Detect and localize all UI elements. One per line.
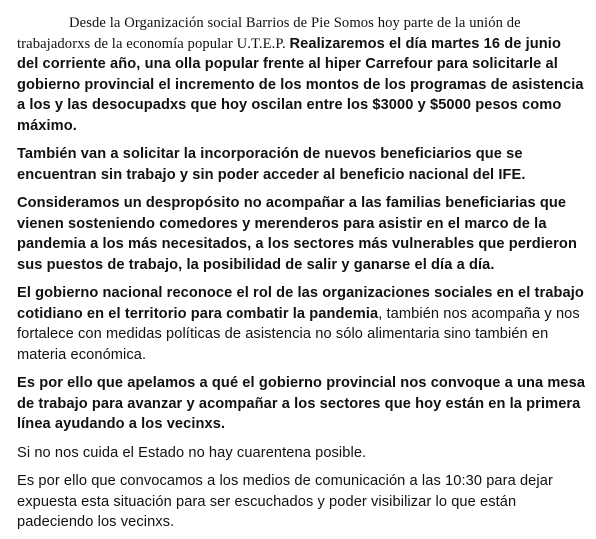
paragraph-national-government [17,283,586,365]
national-government-bold: El gobierno nacional reconoce el rol de las organizaciones sociales en el trabajo cotidiano en el territorio para combatir la pandemia [17,285,584,322]
quarantine-text: Si no nos cuida el Estado no hay cuarentena posible. [17,444,367,461]
families-text: Consideramos un despropósito no acompañar a las familias beneficiarias que vienen sosteniendo comedores y merenderos para asistir en el marco de la pandemia a los más necesitados, a los sectores más vulnerables que perdieron sus puestos de trabajo, la posibilidad de salir y ganarse el día a día. [17,195,577,273]
intro-announcement: Realizaremos el día martes 16 de junio del corriente año, una olla popular frente al hiper Carrefour para solicitarle al gobierno provincial el incremento de los montos de los programas de asistencia a los y las desocupadxs que hoy oscilan entre los $3000 y $5000 pesos como máximo. [17,35,584,134]
paragraph-appeal [17,373,586,435]
paragraph-beneficiaries [17,144,586,185]
beneficiaries-text: También van a solicitar la incorporación de nuevos beneficiarios que se encuentran sin trabajo y sin poder acceder al beneficio nacional del IFE. [17,146,526,183]
paragraph-families [17,193,586,275]
appeal-text: Es por ello que apelamos a qué el gobierno provincial nos convoque a una mesa de trabajo para avanzar y acompañar a los sectores que hoy están en la primera línea ayudando a los vecinxs. [17,375,586,432]
paragraph-intro [17,13,586,136]
paragraph-quarantine [17,443,586,464]
intro-text: Desde la Organización social Barrios de Pie Somos hoy parte de la unión de trabajadorxs de la economía popular U.T.E.P. [17,15,521,52]
paragraph-media-call [17,471,586,533]
national-government-text: , también nos acompaña y nos fortalece con medidas políticas de asistencia no sólo alimentaria sino también en materia económica. [17,305,580,363]
media-call-text: Es por ello que convocamos a los medios de comunicación a las 10:30 para dejar expuesta esta situación para ser escuchados y poder visibilizar lo que están padeciendo los vecinxs. [17,473,553,530]
